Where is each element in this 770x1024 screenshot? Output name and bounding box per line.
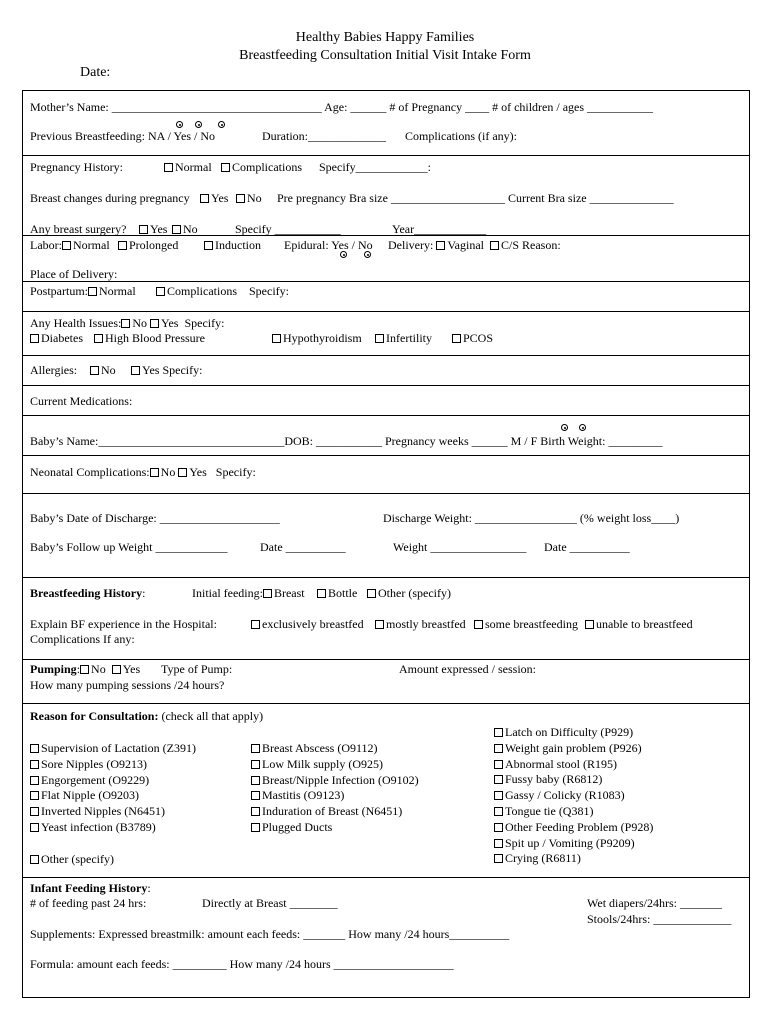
- reason-option[interactable]: [30, 804, 165, 818]
- checkbox-icon[interactable]: [172, 225, 181, 234]
- feedings-past-24-label: # of feeding past 24 hrs:: [30, 896, 147, 910]
- checkbox-icon[interactable]: [30, 855, 39, 864]
- neonatal-label: Neonatal Complications: No Yes Specify:: [30, 465, 256, 479]
- reason-option[interactable]: [30, 757, 147, 771]
- checkbox-icon[interactable]: [452, 334, 461, 343]
- checkbox-icon[interactable]: [251, 823, 260, 832]
- checkbox-icon[interactable]: [200, 194, 209, 203]
- epidural-label: Epidural: Yes / No: [284, 238, 373, 252]
- pregnancy-normal-option[interactable]: Normal: [164, 160, 212, 174]
- reason-option-label: Mastitis (O9123): [262, 788, 345, 803]
- reason-option-label: Gassy / Colicky (R1083): [505, 788, 625, 803]
- duration-field[interactable]: Duration:_____________: [262, 129, 386, 143]
- radio-female[interactable]: [579, 424, 586, 431]
- breast-surgery-label: Any breast surgery?: [30, 222, 127, 236]
- reason-option[interactable]: [494, 804, 593, 818]
- checkbox-icon[interactable]: [494, 823, 503, 832]
- initial-feeding-label: Initial feeding: Breast: [192, 586, 305, 600]
- reason-option-label: Tongue tie (Q381): [505, 804, 594, 818]
- reason-option[interactable]: [494, 741, 642, 755]
- followup-weight-field[interactable]: Baby’s Follow up Weight ____________: [30, 540, 228, 554]
- reason-option-label: Breast/Nipple Infection (O9102): [262, 772, 419, 787]
- discharge-section: [22, 494, 750, 578]
- reason-option[interactable]: [494, 788, 625, 802]
- surgery-specify-field[interactable]: Specify ___________: [235, 222, 341, 236]
- checkbox-icon[interactable]: [30, 334, 39, 343]
- reason-option[interactable]: [251, 788, 344, 802]
- supplements-field[interactable]: Supplements: Expressed breastmilk: amount each feeds: _______ How many /24 hours__________: [30, 927, 510, 941]
- reason-option[interactable]: [30, 741, 196, 755]
- reason-option[interactable]: [251, 757, 383, 771]
- checkbox-icon[interactable]: [178, 468, 187, 477]
- complications-label: Complications (if any):: [405, 129, 517, 143]
- date2-field[interactable]: Date __________: [544, 540, 630, 554]
- weight2-field[interactable]: Weight ________________: [393, 540, 527, 554]
- bf-exclusive[interactable]: exclusively breastfed: [251, 617, 364, 631]
- reason-title: Reason for Consultation: (check all that apply): [30, 709, 264, 723]
- reason-option-label: Latch on Difficulty (P929): [505, 725, 634, 739]
- form-title: Breastfeeding Consultation Initial Visit Intake Form: [239, 48, 531, 63]
- reason-option-label: Other Feeding Problem (P928): [505, 819, 654, 834]
- bra-size-fields[interactable]: Pre pregnancy Bra size ___________________ Current Bra size ______________: [277, 191, 674, 205]
- mother-name-line[interactable]: Mother’s Name: ___________________________________ Age: ______ # of Pregnancy ____ # of children / ages ___________: [30, 100, 654, 114]
- pcos-option[interactable]: PCOS: [452, 331, 493, 345]
- date-label: Date:: [80, 65, 111, 80]
- bf-complications-label: Complications If any:: [30, 632, 135, 646]
- checkbox-icon[interactable]: [88, 287, 97, 296]
- checkbox-icon[interactable]: [494, 728, 503, 737]
- baby-info-line[interactable]: Baby’s Name:_______________________________DOB: ___________ Pregnancy weeks ______ M / F Birth Weight: _________: [30, 434, 663, 448]
- reason-option[interactable]: [30, 820, 156, 834]
- form-org-title: Healthy Babies Happy Families: [295, 30, 475, 45]
- checkbox-icon[interactable]: [251, 760, 260, 769]
- reason-option-label: Abnormal stool (R195): [505, 756, 617, 771]
- checkbox-icon[interactable]: [156, 287, 165, 296]
- checkbox-icon[interactable]: [494, 791, 503, 800]
- reason-option[interactable]: [251, 820, 332, 834]
- radio-male[interactable]: [561, 424, 568, 431]
- labor-induction[interactable]: Induction: [204, 238, 261, 252]
- reason-option[interactable]: [30, 773, 149, 787]
- reason-option-label: Fussy baby (R6812): [505, 772, 603, 787]
- checkbox-icon[interactable]: [317, 589, 326, 598]
- breast-changes-no[interactable]: No: [236, 191, 262, 205]
- checkbox-icon[interactable]: [90, 366, 99, 375]
- reason-option[interactable]: [494, 836, 635, 850]
- pregnancy-complications-option[interactable]: Complications: [221, 160, 302, 174]
- bf-some[interactable]: some breastfeeding: [474, 617, 578, 631]
- cs-reason[interactable]: C/S Reason:: [490, 238, 561, 252]
- reason-option-label: Induration of Breast (N6451): [262, 804, 403, 819]
- checkbox-icon[interactable]: [474, 620, 483, 629]
- delivery-label: Delivery: Vaginal: [388, 238, 484, 252]
- breast-changes-label: Breast changes during pregnancy: [30, 191, 190, 205]
- surgery-year-field[interactable]: Year____________: [392, 222, 487, 236]
- diabetes-option[interactable]: Diabetes: [30, 331, 83, 345]
- reason-option-label: Inverted Nipples (N6451): [41, 804, 165, 819]
- reason-option-label: Breast Abscess (O9112): [262, 741, 378, 755]
- checkbox-icon[interactable]: [112, 665, 121, 674]
- allergies-yes[interactable]: Yes Specify:: [131, 363, 202, 377]
- checkbox-icon[interactable]: [494, 807, 503, 816]
- radio-no[interactable]: [218, 121, 225, 128]
- checkbox-icon[interactable]: [251, 791, 260, 800]
- direct-breast-field[interactable]: Directly at Breast ________: [202, 896, 338, 910]
- checkbox-icon[interactable]: [30, 807, 39, 816]
- pumping-sessions-label: How many pumping sessions /24 hours?: [30, 678, 225, 692]
- reason-option[interactable]: [30, 788, 139, 802]
- allergies-no[interactable]: No: [90, 363, 116, 377]
- initial-bottle[interactable]: Bottle: [317, 586, 357, 600]
- stools-field[interactable]: Stools/24hrs: _____________: [587, 912, 732, 926]
- discharge-weight-field[interactable]: Discharge Weight: _________________ (% weight loss____): [383, 511, 680, 525]
- reason-option[interactable]: [251, 804, 402, 818]
- reason-option-label: Crying (R6811): [505, 851, 581, 866]
- initial-other[interactable]: Other (specify): [367, 586, 451, 600]
- checkbox-icon[interactable]: [121, 319, 130, 328]
- amount-expressed-label: Amount expressed / session:: [399, 662, 536, 676]
- reason-option[interactable]: [494, 725, 633, 739]
- postpartum-complications[interactable]: Complications: [156, 284, 237, 298]
- checkbox-icon[interactable]: [30, 744, 39, 753]
- reason-option-label: Plugged Ducts: [262, 820, 333, 834]
- checkbox-icon[interactable]: [204, 241, 213, 250]
- checkbox-icon[interactable]: [375, 334, 384, 343]
- reason-other[interactable]: Other (specify): [30, 852, 114, 866]
- labor-prolonged[interactable]: Prolonged: [118, 238, 178, 252]
- reason-option-label: Engorgement (O9229): [41, 772, 150, 787]
- checkbox-icon[interactable]: [367, 589, 376, 598]
- bf-unable[interactable]: unable to breastfeed: [585, 617, 693, 631]
- health-issues-label: Any Health Issues: No Yes Specify:: [30, 316, 225, 330]
- radio-epidural-yes[interactable]: [340, 251, 347, 258]
- discharge-date-field[interactable]: Baby’s Date of Discharge: ____________________: [30, 511, 280, 525]
- infant-feeding-title: Infant Feeding History:: [30, 881, 151, 895]
- pregnancy-specify-field[interactable]: Specify____________:: [319, 160, 431, 174]
- reason-option-label: Flat Nipple (O9203): [41, 788, 139, 803]
- labor-label: Labor: Normal: [30, 238, 110, 252]
- checkbox-icon[interactable]: [62, 241, 71, 250]
- allergies-label: Allergies:: [30, 363, 78, 377]
- checkbox-icon[interactable]: [436, 241, 445, 250]
- reason-option[interactable]: [494, 851, 581, 865]
- pregnancy-history-label: Pregnancy History:: [30, 160, 123, 174]
- checkbox-icon[interactable]: [150, 468, 159, 477]
- reason-option[interactable]: [251, 741, 378, 755]
- checkbox-icon[interactable]: [150, 319, 159, 328]
- checkbox-icon[interactable]: [494, 760, 503, 769]
- checkbox-icon[interactable]: [139, 225, 148, 234]
- checkbox-icon[interactable]: [94, 334, 103, 343]
- checkbox-icon[interactable]: [236, 194, 245, 203]
- postpartum-specify: Specify:: [249, 284, 289, 298]
- pumping-label: Pumping: No Yes: [30, 662, 141, 676]
- breast-changes-yes[interactable]: Yes: [200, 191, 228, 205]
- checkbox-icon[interactable]: [164, 163, 173, 172]
- checkbox-icon[interactable]: [30, 823, 39, 832]
- bf-explain-label: Explain BF experience in the Hospital:: [30, 617, 217, 631]
- hypothyroidism-option[interactable]: Hypothyroidism: [272, 331, 362, 345]
- bf-mostly[interactable]: mostly breastfed: [375, 617, 466, 631]
- reason-option[interactable]: [494, 820, 653, 834]
- checkbox-icon[interactable]: [494, 775, 503, 784]
- checkbox-icon[interactable]: [131, 366, 140, 375]
- formula-field[interactable]: Formula: amount each feeds: _________ How many /24 hours ____________________: [30, 957, 454, 971]
- surgery-no[interactable]: No: [172, 222, 198, 236]
- reason-option[interactable]: [494, 772, 602, 786]
- checkbox-icon[interactable]: [272, 334, 281, 343]
- checkbox-icon[interactable]: [30, 776, 39, 785]
- place-of-delivery-label: Place of Delivery:: [30, 267, 118, 281]
- reason-option-label: Low Milk supply (O925): [262, 756, 383, 771]
- checkbox-icon[interactable]: [251, 807, 260, 816]
- reason-option-label: Supervision of Lactation (Z391): [41, 741, 196, 755]
- followup-date-field[interactable]: Date __________: [260, 540, 346, 554]
- wet-diapers-field[interactable]: Wet diapers/24hrs: _______: [587, 896, 723, 910]
- checkbox-icon[interactable]: [375, 620, 384, 629]
- reason-option-label: Sore Nipples (O9213): [41, 756, 147, 771]
- reason-option-label: Spit up / Vomiting (P9209): [505, 835, 635, 850]
- checkbox-icon[interactable]: [490, 241, 499, 250]
- reason-option-label: Weight gain problem (P926): [505, 740, 642, 755]
- pump-type-label: Type of Pump:: [161, 662, 233, 676]
- hbp-option[interactable]: High Blood Pressure: [94, 331, 205, 345]
- reason-option-label: Yeast infection (B3789): [41, 820, 156, 834]
- postpartum-label: Postpartum: Normal: [30, 284, 136, 298]
- reason-option[interactable]: [494, 757, 617, 771]
- current-medications-label: Current Medications:: [30, 394, 133, 408]
- bf-history-title: Breastfeeding History:: [30, 586, 146, 600]
- radio-na[interactable]: [176, 121, 183, 128]
- radio-yes[interactable]: [195, 121, 202, 128]
- checkbox-icon[interactable]: [80, 665, 89, 674]
- checkbox-icon[interactable]: [30, 760, 39, 769]
- checkbox-icon[interactable]: [494, 839, 503, 848]
- checkbox-icon[interactable]: [251, 744, 260, 753]
- checkbox-icon[interactable]: [494, 854, 503, 863]
- checkbox-icon[interactable]: [585, 620, 594, 629]
- checkbox-icon[interactable]: [251, 620, 260, 629]
- reason-option[interactable]: [251, 773, 419, 787]
- surgery-yes[interactable]: Yes: [139, 222, 167, 236]
- previous-breastfeeding-label: Previous Breastfeeding: NA / Yes / No: [30, 129, 215, 143]
- checkbox-icon[interactable]: [251, 776, 260, 785]
- radio-epidural-no[interactable]: [364, 251, 371, 258]
- checkbox-icon[interactable]: [30, 791, 39, 800]
- checkbox-icon[interactable]: [494, 744, 503, 753]
- infertility-option[interactable]: Infertility: [375, 331, 432, 345]
- checkbox-icon[interactable]: [118, 241, 127, 250]
- checkbox-icon[interactable]: [221, 163, 230, 172]
- checkbox-icon[interactable]: [263, 589, 272, 598]
